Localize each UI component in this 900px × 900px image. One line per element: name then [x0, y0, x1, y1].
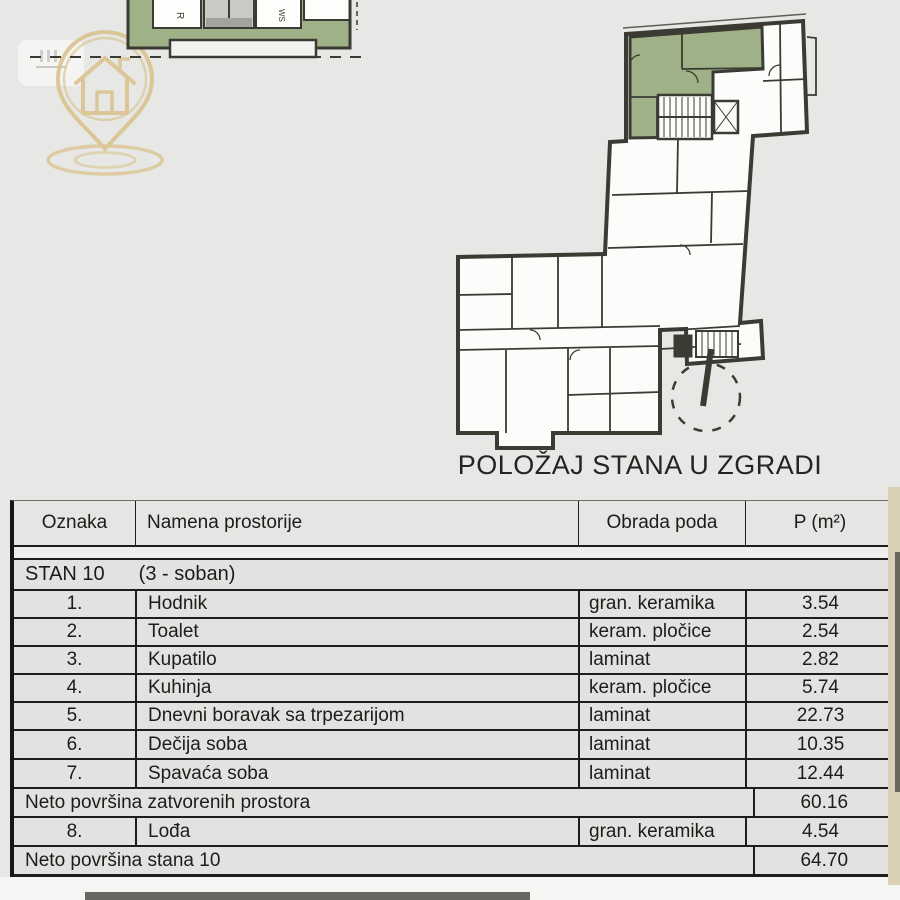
spacer-row — [14, 547, 894, 560]
fragment-floor-plan — [20, 0, 365, 85]
table-row: 3. Kupatilo laminat 2.82 — [14, 647, 894, 675]
cut-off-next-section — [85, 892, 530, 900]
header-oznaka: Oznaka — [41, 512, 108, 533]
shaft — [674, 335, 692, 357]
header-obrada: Obrada poda — [578, 501, 745, 545]
table-header-row — [14, 501, 894, 547]
table-row: 4. Kuhinja keram. pločice 5.74 — [14, 675, 894, 703]
entrance-stairs-icon — [696, 331, 738, 357]
header-namena: Namena prostorije — [135, 501, 578, 545]
main-floor-plan — [450, 5, 850, 450]
page-title: POLOŽAJ STANA U ZGRADI — [457, 450, 823, 480]
table-row: 7. Spavaća soba laminat 12.44 — [14, 760, 894, 789]
section-label: STAN 10 — [25, 563, 105, 585]
table-row: 5. Dnevni boravak sa trpezarijom laminat 22.73 — [14, 703, 894, 731]
section-row-stan10 — [14, 560, 894, 591]
table-row: 2. Toalet keram. pločice 2.54 — [14, 619, 894, 647]
table-row: 6. Dečija soba laminat 10.35 — [14, 731, 894, 760]
summary-row-closed-area: Neto površina zatvorenih prostora 60.16 — [14, 789, 894, 818]
header-p: P (m²) — [745, 501, 894, 545]
table-row: 1. Hodnik gran. keramika 3.54 — [14, 591, 894, 619]
summary-row-total-area: Neto površina stana 10 64.70 — [14, 847, 894, 877]
section-sublabel: (3 - soban) — [138, 563, 236, 585]
scan-edge-shadow — [895, 552, 900, 792]
room-label-r: R — [174, 12, 185, 20]
stairs-icon — [658, 95, 712, 139]
room-label-ws: WS — [277, 9, 286, 22]
table-row-lodja: 8. Lođa gran. keramika 4.54 — [14, 818, 894, 847]
room-spec-table — [10, 500, 896, 877]
elevator-icon — [714, 101, 738, 133]
